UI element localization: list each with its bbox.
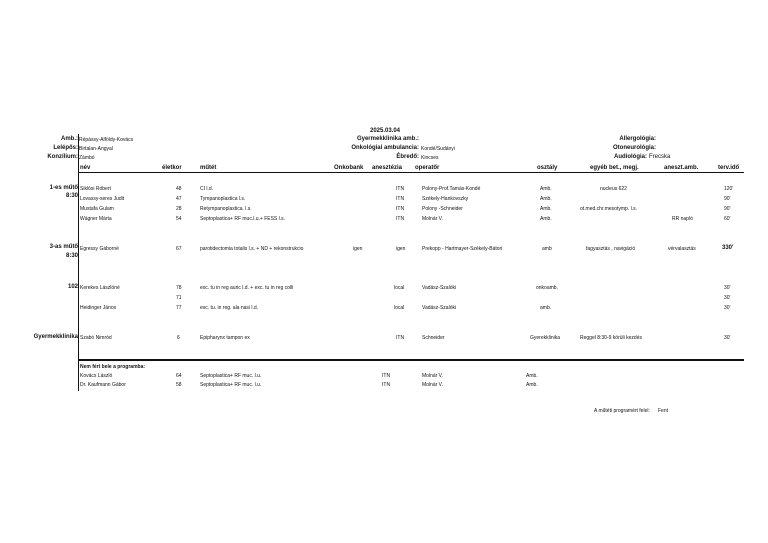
anesthesia-ambulance: RR napló xyxy=(672,216,693,222)
patient-age: 28 xyxy=(176,206,182,212)
col-eletkor: életkor xyxy=(162,165,182,171)
header-ebredo-value: Kincses xyxy=(421,155,439,161)
col-mutet: műtét xyxy=(200,165,217,171)
header-onkologia-label: Onkológiai ambulancia: xyxy=(351,145,419,151)
department: Amb. xyxy=(526,382,538,388)
department: onkoamb. xyxy=(536,285,558,291)
procedure: exc. tu in reg auric l.d. + exc. tu in reg colli xyxy=(200,285,294,291)
planned-time: 30' xyxy=(724,335,731,341)
col-aneszt-amb: aneszt.amb. xyxy=(664,165,699,171)
operator: Molnár V. xyxy=(422,216,443,222)
not-included-title: Nem fért bele a programba: xyxy=(80,364,146,370)
section-time: 8:30 xyxy=(65,253,78,259)
procedure: exc. tu. in reg. ala nasi l.d. xyxy=(200,305,259,311)
patient-name: Mustafa Gulam xyxy=(80,206,114,212)
patient-age: 77 xyxy=(176,305,182,311)
header-konzilium-value: Zámbó xyxy=(79,155,95,161)
patient-name: Lovassy-seres Judit xyxy=(80,196,125,202)
header-divider xyxy=(78,172,744,173)
schedule-date: 2025.03.04 xyxy=(369,128,401,134)
anesthesia: local xyxy=(394,285,405,291)
planned-time: 90' xyxy=(724,206,731,212)
col-nev: név xyxy=(80,165,91,171)
header-gyermekklinika-label: Gyermekklinika amb.: xyxy=(356,136,419,142)
header-audiologia-value: Frecska xyxy=(649,154,671,160)
patient-age: 47 xyxy=(176,196,182,202)
patient-age: 48 xyxy=(176,186,182,192)
planned-time: 120' xyxy=(724,186,734,192)
procedure: Retympanoplastica. l.s. xyxy=(200,206,252,212)
operator: Molnár V. xyxy=(422,382,443,388)
patient-age: 67 xyxy=(176,246,182,252)
anesthesia: ITN xyxy=(396,196,405,202)
section-divider xyxy=(78,359,744,361)
anesthesia: ITN xyxy=(382,382,391,388)
patient-age: 71 xyxy=(176,295,182,301)
header-konzilium-label: Konzílium: xyxy=(47,154,78,160)
planned-time: 30' xyxy=(724,285,731,291)
patient-name: Egressy Gáborné xyxy=(80,246,119,252)
planned-time: 30' xyxy=(724,295,731,301)
planned-time: 60' xyxy=(724,216,731,222)
operator: Molnár V. xyxy=(422,373,443,379)
anesthesia: local xyxy=(394,305,405,311)
department: amb. xyxy=(540,305,552,311)
notes: Reggel 8:30-9 körüli kezdés xyxy=(580,335,642,341)
header-amb-value: Répássy-Alföldy-Kovács xyxy=(79,137,134,143)
anesthesia: ITN xyxy=(382,373,391,379)
header-lelepos-label: Lelépős: xyxy=(53,145,78,151)
operator: Polony-Prof.Tamás-Kondé xyxy=(422,186,481,192)
patient-age: 58 xyxy=(176,382,182,388)
section-label: 102 xyxy=(67,284,78,290)
footer-responsible-value: Fent xyxy=(658,408,669,414)
col-anesztezia: anesztézia xyxy=(372,165,403,171)
col-operator: operatőr xyxy=(415,165,440,171)
procedure: Septoplastica+ RF muc. l.u. xyxy=(200,373,262,379)
patient-age: 6 xyxy=(177,335,180,341)
operator: Vadász-Szalóki xyxy=(422,305,457,311)
patient-age: 64 xyxy=(176,373,182,379)
header-allergologia-label: Allergológia: xyxy=(619,136,656,142)
anesthesia: ITN xyxy=(396,216,405,222)
notes: nucleus 622 xyxy=(600,186,627,192)
notes: ot.med.chr.mesotymp. l.s. xyxy=(580,206,637,212)
header-audiologia-label: Audiológia: xyxy=(614,154,647,160)
department: Amb. xyxy=(540,186,552,192)
name-column-divider xyxy=(78,134,79,361)
col-osztaly: osztály xyxy=(537,165,558,171)
header-otoneurologia-label: Otoneurológia: xyxy=(613,145,656,151)
department: Gyerekklinika xyxy=(530,335,561,341)
operator: Vadász-Szalóki xyxy=(422,285,457,291)
col-egyeb: egyéb bet., megj. xyxy=(590,165,639,171)
procedure: parotidectomia totalis l.s. + ND + rekonstrukcio xyxy=(200,246,304,252)
department: Amb. xyxy=(540,196,552,202)
patient-age: 78 xyxy=(176,285,182,291)
col-onkobank: Onkobank xyxy=(334,165,364,171)
procedure: Septoplastica+ RF muc.l.u.+ FESS l.s. xyxy=(200,216,286,222)
operator: Polony -Schneider xyxy=(422,206,463,212)
patient-name: Siklósi Róbert xyxy=(80,186,111,192)
department: Amb. xyxy=(540,216,552,222)
patient-name: Heidinger János xyxy=(80,305,117,311)
notes: fagyasztás , navigáció xyxy=(586,246,636,252)
section-time: 8:30 xyxy=(65,193,78,199)
operator: Székely-Hankovszky xyxy=(422,196,469,202)
section-label: 1-es műtő xyxy=(49,185,78,191)
footer-responsible-label: A műtéti programért felel: xyxy=(594,408,650,414)
department: Amb. xyxy=(540,206,552,212)
col-terv-ido: terv.idő xyxy=(718,165,740,171)
header-lelepos-value: Birtalan-Angyal xyxy=(79,146,113,152)
header-onkologia-value: Kondé/Sudányi xyxy=(421,146,455,152)
anesthesia: ITN xyxy=(396,335,405,341)
oncobank: igen xyxy=(353,246,363,252)
patient-name: Szabó Nimród xyxy=(80,335,112,341)
operator: Prekopp - Hartmayer-Székely-Bátori xyxy=(422,246,503,252)
operator: Schneider xyxy=(422,335,445,341)
anesthesia: ITN xyxy=(396,186,405,192)
planned-time: 330' xyxy=(722,245,734,251)
patient-name: Wágner Márta xyxy=(80,216,112,222)
department: Amb. xyxy=(526,373,538,379)
procedure: Epipharynx tampon ex xyxy=(200,335,250,341)
not-included-divider xyxy=(78,361,79,391)
anesthesia-ambulance: vérvalasztás xyxy=(668,246,696,252)
procedure: CI l.d. xyxy=(200,186,214,192)
header-amb-label: Amb.: xyxy=(61,136,78,142)
section-label: 3-as műtő xyxy=(49,244,78,250)
procedure: Septoplastica+ RF muc. l.u. xyxy=(200,382,262,388)
patient-name: Kovács László xyxy=(80,373,113,379)
planned-time: 30' xyxy=(724,305,731,311)
patient-name: Kerekes Lászlóné xyxy=(80,285,120,291)
anesthesia: ITN xyxy=(396,206,405,212)
header-ebredo-label: Ébredő: xyxy=(396,154,419,160)
department: amb xyxy=(542,246,552,252)
anesthesia: igen xyxy=(396,246,406,252)
procedure: Tympanoplastica l.s. xyxy=(200,196,246,202)
patient-name: Dr. Kaufmann Gábor xyxy=(80,382,126,388)
planned-time: 90' xyxy=(724,196,731,202)
section-label: Gyermekklinika xyxy=(33,334,78,340)
patient-age: 54 xyxy=(176,216,182,222)
